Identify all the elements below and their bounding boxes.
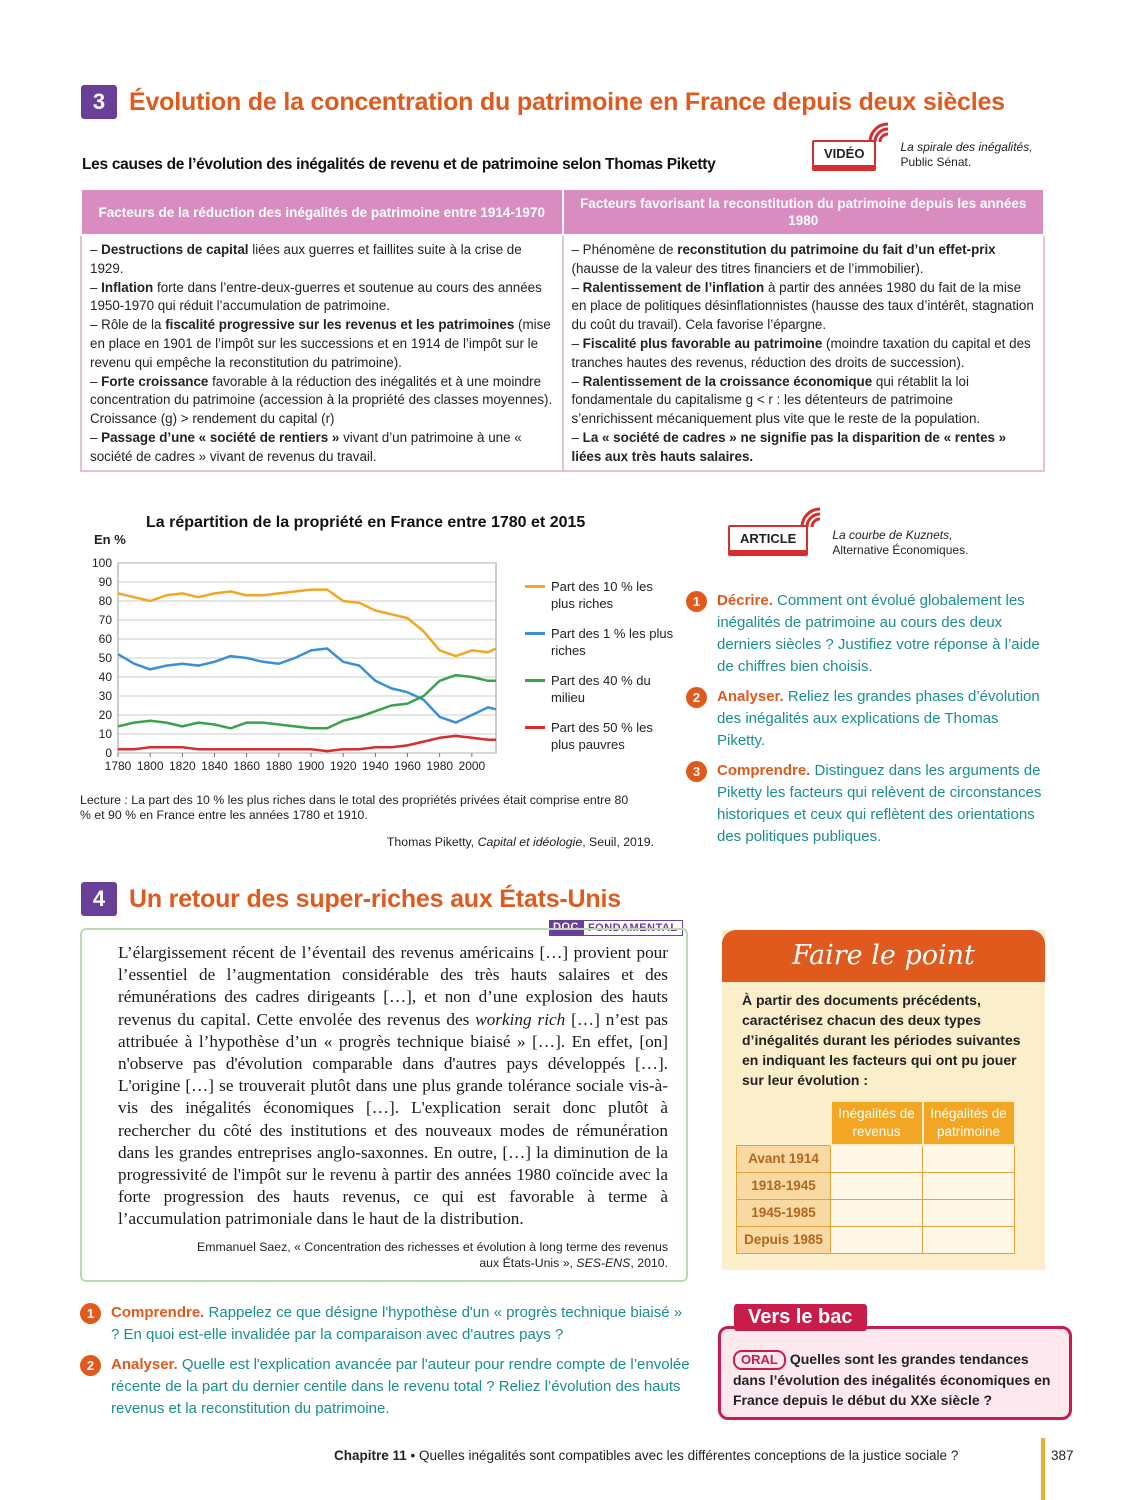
svg-text:1800: 1800 xyxy=(136,759,164,773)
legend-label: Part des 50 % les plus pauvres xyxy=(551,720,653,752)
svg-text:1980: 1980 xyxy=(426,759,454,773)
video-button[interactable] xyxy=(812,140,876,171)
cause-item: – Ralentissement de la croissance économique qui rétablit la loi fondamentale du capitalisme g < r : les détenteurs de patrimoine s’enrichissent mécaniquement plus vite que le reste de la population. xyxy=(571,373,981,427)
inequality-grid xyxy=(736,1100,1016,1254)
cause-item: – Forte croissance favorable à la réduction des inégalités et à une moindre concentration du patrimoine (accession à la propriété des classes moyennes). Croissance (g) > rendement du capital (r) xyxy=(90,373,553,427)
svg-text:70: 70 xyxy=(98,613,112,627)
question-item: 2 Analyser. Quelle est l'explication avancée par l'auteur pour rendre compte de l’envolée récente de la part du dernier centile dans le revenu total ? Reliez l’évolution des hauts revenus et la reconstitution du patrimoine. xyxy=(80,1354,690,1420)
svg-text:1780: 1780 xyxy=(104,759,132,773)
grid-col-patrimoine: Inégalités de patrimoine xyxy=(923,1101,1015,1145)
faire-le-point-title: Faire le point xyxy=(722,930,1045,982)
legend-swatch xyxy=(525,679,545,682)
chapter-label: Chapitre 11 xyxy=(334,1448,407,1463)
vers-le-bac-question: Quelles sont les grandes tendances dans l’évolution des inégalités économiques en France depuis le début du XXe siècle ? xyxy=(733,1351,1051,1408)
legend-swatch xyxy=(525,585,545,588)
svg-text:1900: 1900 xyxy=(297,759,325,773)
article-caption: La courbe de Kuznets, Alternative Économiques. xyxy=(832,528,969,557)
svg-text:1820: 1820 xyxy=(168,759,196,773)
grid-cell[interactable] xyxy=(923,1226,1015,1253)
svg-text:30: 30 xyxy=(98,689,112,703)
grid-row-label: Depuis 1985 xyxy=(737,1226,831,1253)
legend-item xyxy=(525,625,675,659)
cause-item: – La « société de cadres » ne signifie pas la disparition de « rentes » liées aux très hauts salaires. xyxy=(571,429,1007,464)
doc4-title: Un retour des super-riches aux États-Unis xyxy=(129,884,621,913)
article-button[interactable] xyxy=(728,525,808,556)
video-caption-title: La spirale des inégalités, xyxy=(900,140,1033,154)
legend-label: Part des 1 % les plus riches xyxy=(551,626,674,658)
faire-le-point-box xyxy=(722,930,1045,1270)
causes-header-reconstitution: Facteurs favorisant la reconstitution du patrimoine depuis les années 1980 xyxy=(563,189,1045,235)
question-number: 1 xyxy=(80,1303,101,1324)
doc4-number-badge: 4 xyxy=(81,882,117,916)
svg-text:2000: 2000 xyxy=(458,759,486,773)
legend-label: Part des 40 % du milieu xyxy=(551,673,651,705)
vers-le-bac-title: Vers le bac xyxy=(734,1304,867,1331)
video-caption xyxy=(900,140,1032,170)
cause-item: – Ralentissement de l’inflation à partir des années 1980 du fait de la mise en place de politiques désinflationnistes (hausse des taux d’intérêt, stagnation du coût du travail). Cela favorise l’épargne. xyxy=(571,279,1034,333)
footer-divider xyxy=(1041,1438,1045,1500)
svg-text:80: 80 xyxy=(98,594,112,608)
article-label: ARTICLE xyxy=(740,531,797,546)
video-resource[interactable] xyxy=(812,140,1033,171)
chart-y-label: En % xyxy=(94,532,126,547)
question-number: 1 xyxy=(686,591,707,612)
doc4-header xyxy=(81,882,621,916)
svg-text:1920: 1920 xyxy=(329,759,357,773)
page-footer: Chapitre 11 • Quelles inégalités sont compatibles avec les différentes conceptions de la justice sociale ? xyxy=(334,1448,959,1463)
cause-item: – Rôle de la fiscalité progressive sur les revenus et les patrimoines (mise en place en 1901 de l’impôt sur les successions et en 1914 de l’impôt sur le revenu qui empêche la reconstitution du patrimoine). xyxy=(90,317,551,370)
svg-text:60: 60 xyxy=(98,632,112,646)
video-label: VIDÉO xyxy=(824,146,865,161)
svg-text:1840: 1840 xyxy=(201,759,228,773)
grid-row-label: Avant 1914 xyxy=(737,1145,831,1172)
svg-text:1880: 1880 xyxy=(265,759,293,773)
video-caption-source: Public Sénat. xyxy=(900,155,972,169)
question-item: 3 Comprendre. Distinguez dans les arguments de Piketty les facteurs qui relèvent de circonstances historiques et ceux qui reflètent des orientations des politiques publiques. xyxy=(686,760,1046,848)
grid-cell[interactable] xyxy=(923,1172,1015,1199)
causes-cell-reduction xyxy=(81,235,563,471)
question-item: 1 Décrire. Comment ont évolué globalement les inégalités de patrimoine au cours des deux derniers siècles ? Justifiez votre réponse à l’aide de chiffres bien choisis. xyxy=(686,590,1046,678)
grid-cell[interactable] xyxy=(831,1145,923,1172)
svg-text:90: 90 xyxy=(98,575,112,589)
article-resource[interactable] xyxy=(728,525,968,558)
question-item: 1 Comprendre. Rappelez ce que désigne l'hypothèse d'un « progrès technique biaisé » ? En quoi est-elle invalidée par la comparaison avec d'autres pays ? xyxy=(80,1302,690,1346)
doc3-title: Évolution de la concentration du patrimoine en France depuis deux siècles xyxy=(129,87,1005,116)
chart-title: La répartition de la propriété en France entre 1780 et 2015 xyxy=(146,514,586,531)
causes-header-reduction: Facteurs de la réduction des inégalités de patrimoine entre 1914-1970 xyxy=(81,189,563,235)
doc4-questions xyxy=(80,1302,690,1428)
question-number: 3 xyxy=(686,761,707,782)
cause-item: – Fiscalité plus favorable au patrimoine (moindre taxation du capital et des tranches hautes des revenus, réduction des droits de succession). xyxy=(571,335,1031,370)
chart-source: Thomas Piketty, Capital et idéologie, Seuil, 2019. xyxy=(386,835,654,849)
grid-cell[interactable] xyxy=(831,1172,923,1199)
vers-le-bac-content xyxy=(718,1326,1072,1420)
causes-cell-reconstitution xyxy=(563,235,1045,471)
property-distribution-chart xyxy=(80,510,680,850)
legend-item xyxy=(525,578,675,612)
saez-article: L’élargissement récent de l’éventail des revenus américains […] provient pour l’essentiel de l’augmentation considérable des très hauts salaires et des rémunérations des cadres dirigeants […], et non d’une explosion des hauts revenus du capital. Cette envolée des revenus des working rich […] n’est pas attribuée à l’hypothèse d’un « progrès technique biaisé » […]. En effet, [on] n'observe pas d'évolution comparable dans d'autres pays développés […]. L'origine […] se trouverait plutôt dans une plus grande tolérance sociale vis-à-vis des inégalités économiques […]. L'explication serait donc plutôt à rechercher du côté des institutions et des nouveaux modes de rémunération dans les grandes entreprises anglo-saxonnes. En outre, […] la diminution de la progressivité de l'impôt sur le revenu à partir des années 1980 coïncide avec la forte progression des hauts revenus, ce qui est favorable à terme à l’accumulation patrimoniale dans le haut de la distribution. Emmanuel Saez, « Concentration des richesses et évolution à long terme des revenus aux États-Unis », SES-ENS, 2010. xyxy=(80,928,688,1282)
grid-cell[interactable] xyxy=(831,1199,923,1226)
broadcast-icon xyxy=(866,120,892,146)
svg-text:20: 20 xyxy=(98,708,112,722)
cause-item: – Phénomène de reconstitution du patrimoine du fait d’un effet-prix (hausse de la valeur des titres financiers et de l’immobilier). xyxy=(571,242,996,276)
doc-fondamental-badge: DOC FONDAMENTAL xyxy=(549,920,683,936)
svg-text:50: 50 xyxy=(98,651,112,665)
svg-text:0: 0 xyxy=(105,746,112,760)
page-number: 387 xyxy=(1051,1448,1074,1463)
causes-table xyxy=(80,188,1045,472)
svg-text:1960: 1960 xyxy=(394,759,421,773)
grid-row-label: 1918-1945 xyxy=(737,1172,831,1199)
vers-le-bac-box xyxy=(718,1306,1074,1422)
cause-item: – Passage d’une « société de rentiers » vivant d’un patrimoine à une « société de cadres » vivant de revenus du travail. xyxy=(90,429,522,464)
svg-text:10: 10 xyxy=(98,727,112,741)
doc3-questions xyxy=(686,590,1046,856)
question-item: 2 Analyser. Reliez les grandes phases d’évolution des inégalités aux explications de Thomas Piketty. xyxy=(686,686,1046,752)
grid-col-revenus: Inégalités de revenus xyxy=(831,1101,923,1145)
svg-text:100: 100 xyxy=(91,556,112,570)
legend-item xyxy=(525,719,675,753)
cause-item: – Destructions de capital liées aux guerres et faillites suite à la crise de 1929. xyxy=(90,242,522,276)
broadcast-icon xyxy=(798,505,824,531)
cause-item: – Inflation forte dans l’entre-deux-guerres et soutenue au cours des années 1950-1970 qui réduit l’accumulation de patrimoine. xyxy=(90,279,542,314)
doc3-header xyxy=(81,85,1005,119)
svg-text:1940: 1940 xyxy=(362,759,389,773)
doc3-number-badge: 3 xyxy=(81,85,117,119)
article-source: Emmanuel Saez, « Concentration des richesses et évolution à long terme des revenus aux États-Unis », SES-ENS, 2010. xyxy=(197,1239,668,1270)
oral-tag: ORAL xyxy=(733,1350,786,1370)
grid-cell[interactable] xyxy=(831,1226,923,1253)
svg-text:40: 40 xyxy=(98,670,112,684)
svg-text:1860: 1860 xyxy=(233,759,261,773)
chart-reading-note: Lecture : La part des 10 % les plus riches dans le total des propriétés privées était comprise entre 80 % et 90 % en France entre les années 1780 et 1910. xyxy=(80,793,629,822)
question-number: 2 xyxy=(686,687,707,708)
chart-legend xyxy=(525,578,675,766)
grid-cell[interactable] xyxy=(923,1145,1015,1172)
chart-plot xyxy=(80,545,520,820)
faire-le-point-instructions: À partir des documents précédents, caractérisez chacun des deux types d’inégalités durant les périodes suivantes en indiquant les facteurs qui ont pu jouer sur leur évolution : xyxy=(742,992,1021,1088)
legend-swatch xyxy=(525,726,545,729)
question-number: 2 xyxy=(80,1355,101,1376)
doc3-subtitle: Les causes de l’évolution des inégalités de revenu et de patrimoine selon Thomas Piketty xyxy=(82,156,716,173)
chapter-title: Quelles inégalités sont compatibles avec les différentes conceptions de la justice sociale ? xyxy=(419,1448,959,1463)
grid-row-label: 1945-1985 xyxy=(737,1199,831,1226)
legend-label: Part des 10 % les plus riches xyxy=(551,579,653,611)
legend-swatch xyxy=(525,632,545,635)
grid-cell[interactable] xyxy=(923,1199,1015,1226)
legend-item xyxy=(525,672,675,706)
